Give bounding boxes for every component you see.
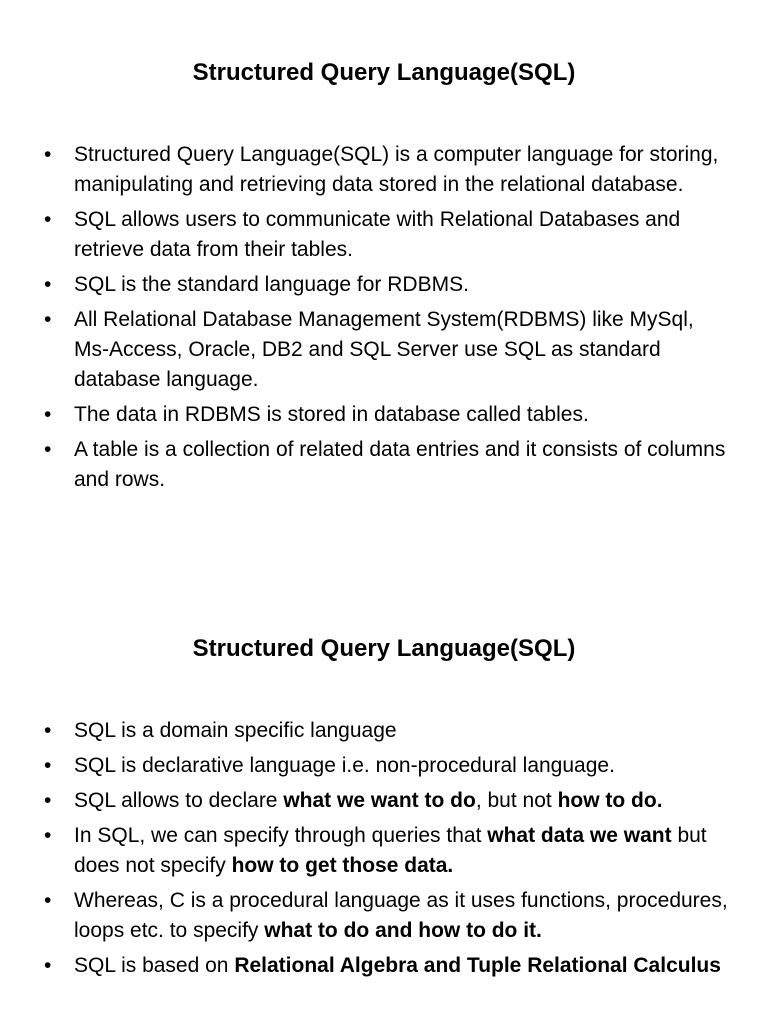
bullet-list <box>44 716 734 986</box>
bullet-text-bold: Relational Algebra and Tuple Relational Calculus <box>234 954 721 977</box>
bullet-item <box>44 205 734 265</box>
bullet-dot-icon: • <box>44 954 52 977</box>
bullet-list <box>44 140 734 500</box>
bullet-dot-icon: • <box>44 143 52 166</box>
bullet-dot-icon: • <box>44 273 52 296</box>
bullet-item <box>44 786 734 816</box>
bullet-dot-icon: • <box>44 889 52 912</box>
bullet-text: SQL is declarative language i.e. non-procedural language. <box>74 754 615 777</box>
bullet-text: In SQL, we can specify through queries that <box>74 824 488 847</box>
bullet-text: The data in RDBMS is stored in database called tables. <box>74 403 589 426</box>
bullet-dot-icon: • <box>44 719 52 742</box>
bullet-item <box>44 886 734 946</box>
bullet-text: All Relational Database Management System(RDBMS) like MySql, Ms-Access, Oracle, DB2 and SQL Server use SQL as standard database language. <box>74 308 694 391</box>
bullet-text-bold: how to get those data. <box>231 854 454 877</box>
bullet-dot-icon: • <box>44 438 52 461</box>
bullet-text-bold: what to do and how to do it. <box>264 919 542 942</box>
bullet-item <box>44 951 734 981</box>
bullet-text: A table is a collection of related data entries and it consists of columns and rows. <box>74 438 726 491</box>
slide-2 <box>0 576 768 1024</box>
bullet-dot-icon: • <box>44 754 52 777</box>
bullet-dot-icon: • <box>44 403 52 426</box>
slide-title: Structured Query Language(SQL) <box>192 635 576 662</box>
bullet-item <box>44 270 734 300</box>
bullet-dot-icon: • <box>44 789 52 812</box>
bullet-text: SQL is a domain specific language <box>74 719 397 742</box>
bullet-item <box>44 435 734 495</box>
bullet-text: Whereas, C is a procedural language as it uses functions, procedures, loops etc. to specify <box>74 889 728 942</box>
bullet-text: SQL allows to declare <box>74 789 284 812</box>
bullet-item <box>44 751 734 781</box>
bullet-item <box>44 140 734 200</box>
bullet-text: SQL is the standard language for RDBMS. <box>74 273 469 296</box>
bullet-text: Structured Query Language(SQL) is a computer language for storing, manipulating and retrieving data stored in the relational database. <box>74 143 719 196</box>
bullet-item <box>44 821 734 881</box>
bullet-text-bold: what we want to do <box>283 789 476 812</box>
bullet-item <box>44 305 734 395</box>
bullet-dot-icon: • <box>44 208 52 231</box>
bullet-text-bold: how to do. <box>557 789 663 812</box>
bullet-item <box>44 400 734 430</box>
bullet-text: but does not specify <box>74 824 707 877</box>
bullet-item <box>44 716 734 746</box>
bullet-text: , but not <box>475 789 558 812</box>
bullet-dot-icon: • <box>44 824 52 847</box>
bullet-text: SQL allows users to communicate with Relational Databases and retrieve data from their tables. <box>74 208 681 261</box>
bullet-dot-icon: • <box>44 308 52 331</box>
bullet-text: SQL is based on <box>74 954 235 977</box>
slide-title: Structured Query Language(SQL) <box>192 59 576 86</box>
bullet-text-bold: what data we want <box>487 824 672 847</box>
